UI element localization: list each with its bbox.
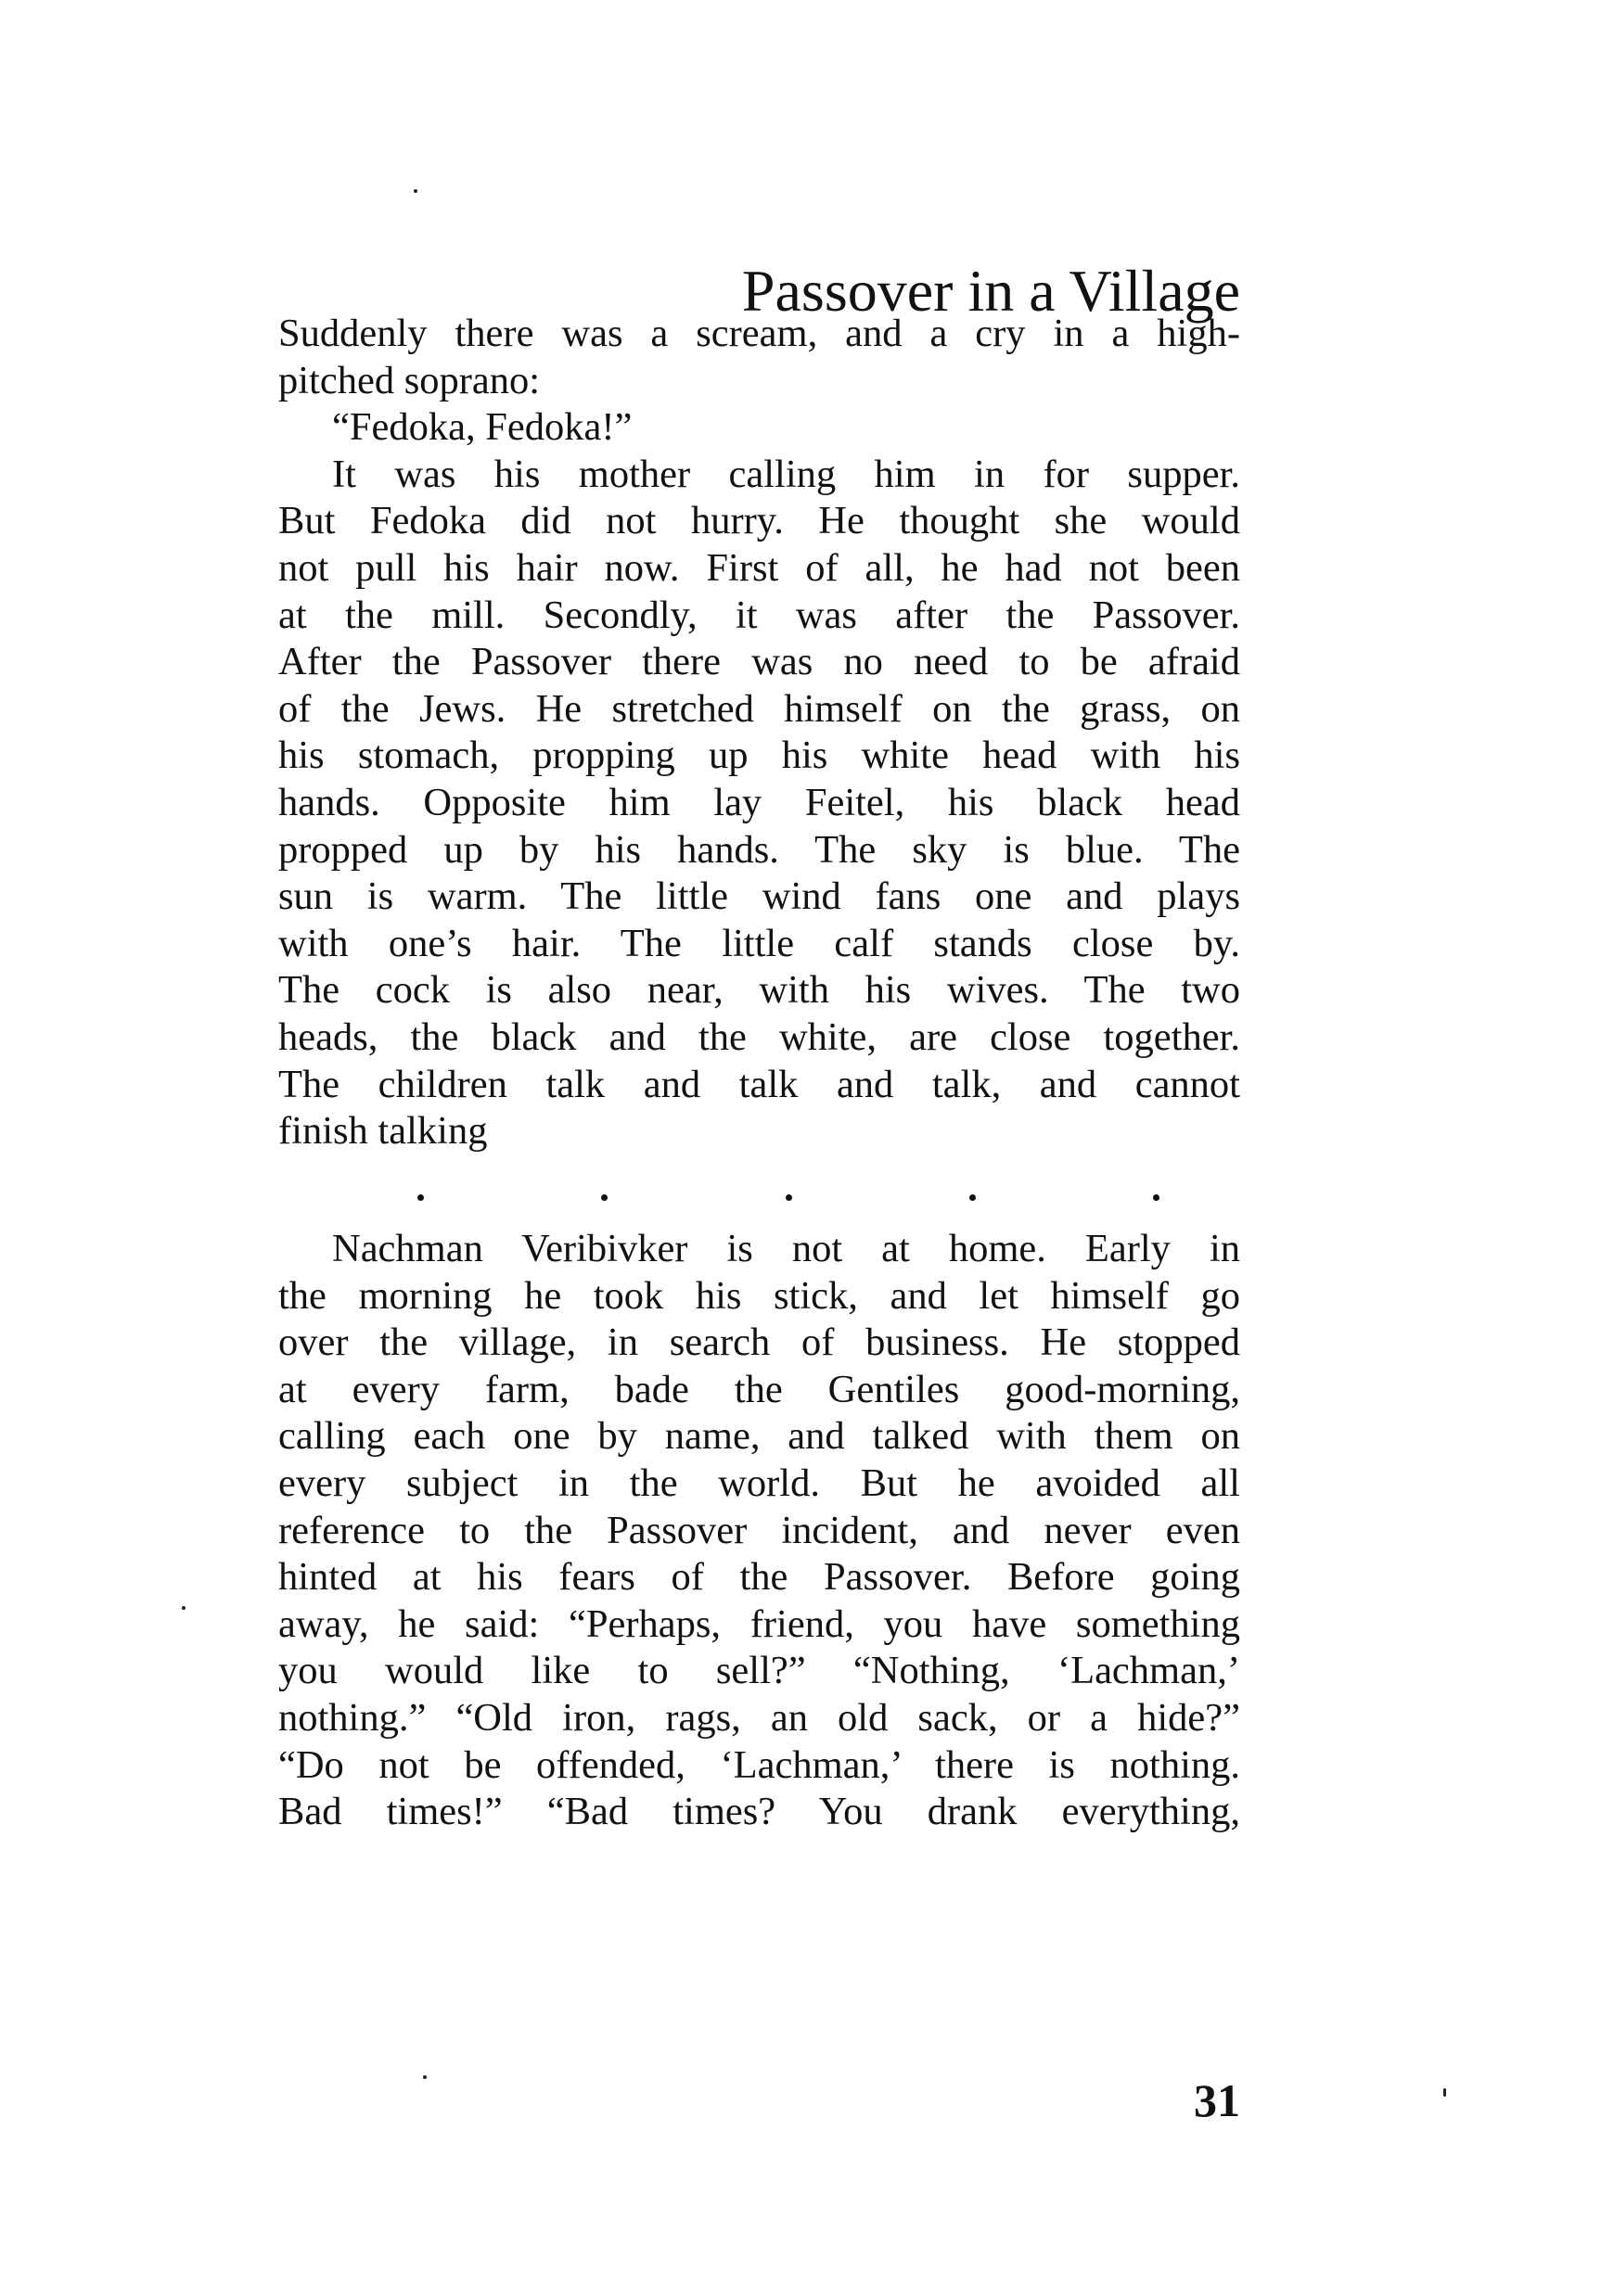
text-line: over the village, in search of business. He stopped <box>278 1320 1240 1365</box>
page-number: 31 <box>1194 2074 1240 2126</box>
ornament-dot <box>1153 1194 1159 1201</box>
text-line: It was his mother calling him in for supper. <box>332 452 1240 496</box>
text-line: heads, the black and the white, are close together. <box>278 1014 1240 1059</box>
text-line: not pull his hair now. First of all, he had not been <box>278 545 1240 590</box>
text-line: The cock is also near, with his wives. The two <box>278 968 1240 1013</box>
text-line: reference to the Passover incident, and never even <box>278 1508 1240 1552</box>
scan-speck <box>1443 2088 1446 2097</box>
running-head: Passover in a Village <box>741 258 1240 324</box>
text-line: at every farm, bade the Gentiles good-morning, <box>278 1367 1240 1411</box>
text-line: calling each one by name, and talked with them on <box>278 1414 1240 1459</box>
ornament-dot <box>601 1194 608 1201</box>
text-line: “Fedoka, Fedoka!” <box>332 405 633 450</box>
text-line: After the Passover there was no need to be afraid <box>278 640 1240 684</box>
scan-speck <box>182 1606 186 1610</box>
section-break-ornament <box>417 1194 1159 1204</box>
text-line: Nachman Veribivker is not at home. Early in <box>332 1227 1240 1270</box>
text-line: his stomach, propping up his white head with his <box>278 733 1240 778</box>
scan-speck <box>414 189 417 193</box>
text-line: the morning he took his stick, and let himself go <box>278 1273 1240 1318</box>
text-line: pitched soprano: <box>278 358 541 402</box>
text-line: nothing.” “Old iron, rags, an old sack, or a hide?” <box>278 1695 1240 1740</box>
text-line: sun is warm. The little wind fans one and plays <box>278 874 1240 919</box>
text-line: every subject in the world. But he avoided all <box>278 1461 1240 1505</box>
text-block-before-break <box>278 311 1240 1155</box>
text-line: Suddenly there was a scream, and a cry in a high- <box>278 312 1240 355</box>
text-line: Bad times!” “Bad times? You drank everything, <box>278 1790 1240 1834</box>
text-line: hands. Opposite him lay Feitel, his black head <box>278 780 1240 824</box>
scan-speck <box>423 2075 427 2079</box>
text-line: you would like to sell?” “Nothing, ‘Lachman,’ <box>278 1649 1240 1693</box>
text-line: propped up by his hands. The sky is blue. The <box>278 827 1240 872</box>
text-line: The children talk and talk and talk, and cannot <box>278 1062 1240 1106</box>
text-line: “Do not be offended, ‘Lachman,’ there is nothing. <box>278 1742 1240 1787</box>
text-line: But Fedoka did not hurry. He thought she would <box>278 499 1240 543</box>
ornament-dot <box>786 1194 792 1201</box>
text-line: with one’s hair. The little calf stands close by. <box>278 921 1240 965</box>
text-block-after-break <box>278 1226 1240 1836</box>
text-line: hinted at his fears of the Passover. Before going <box>278 1555 1240 1600</box>
text-line: at the mill. Secondly, it was after the Passover. <box>278 593 1240 637</box>
ornament-dot <box>417 1194 424 1201</box>
text-line: finish talking <box>278 1109 488 1154</box>
text-line: of the Jews. He stretched himself on the grass, on <box>278 686 1240 731</box>
ornament-dot <box>969 1194 976 1201</box>
text-line: away, he said: “Perhaps, friend, you have something <box>278 1601 1240 1646</box>
